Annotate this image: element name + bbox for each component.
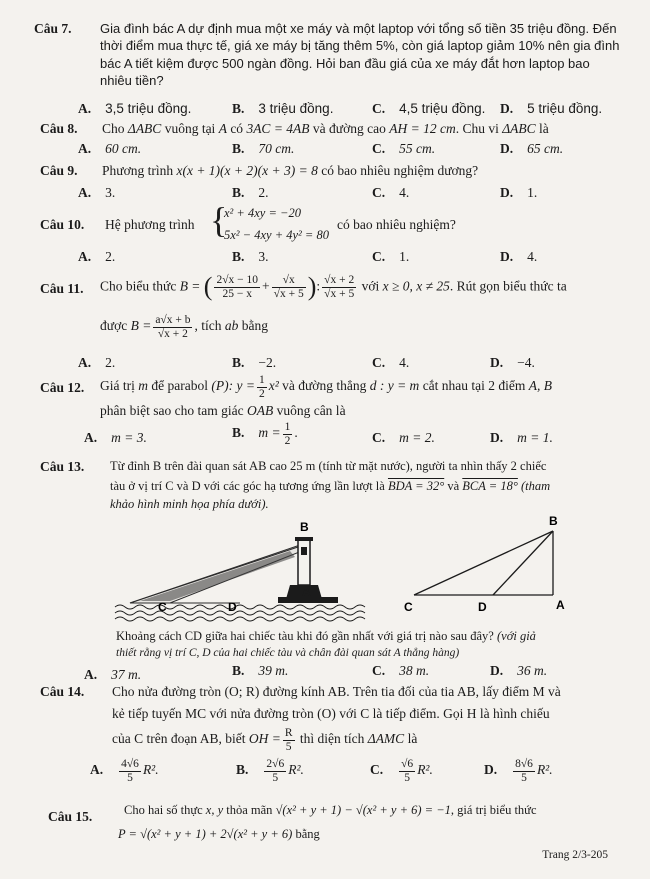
system-eq-2: 5x² − 4xy + 4y² = 80 xyxy=(224,228,329,242)
option-a[interactable]: A. 3,5 triệu đồng. xyxy=(78,101,192,116)
question-text: Phương trình x(x + 1)(x + 2)(x + 3) = 8 có bao nhiêu nghiệm dương? xyxy=(102,163,479,178)
label-c: C xyxy=(404,600,413,614)
question-text-1: Cho nửa đường tròn (O; R) đường kính AB. Trên tia đối của tia AB, lấy điểm M và xyxy=(112,684,561,699)
question-number: Câu 8. xyxy=(40,121,78,136)
option-c[interactable]: C. $\frac{√6}{5}$ R². xyxy=(370,758,433,784)
option-d[interactable]: D. $\frac{8√6}{5}$ R². xyxy=(484,758,553,784)
label-d: D xyxy=(228,600,237,614)
question-text-3: của C trên đoạn AB, biết OH = $\frac{R}{5}$ thì diện tích ΔAMC là xyxy=(112,727,418,753)
question-number: Câu 10. xyxy=(40,217,85,232)
question-number: Câu 9. xyxy=(40,163,78,178)
question-number: Câu 12. xyxy=(40,380,85,395)
label-a: A xyxy=(302,585,311,599)
option-d[interactable]: D. −4. xyxy=(490,355,535,370)
label-b: B xyxy=(300,520,309,534)
option-a[interactable]: A. 60 cm. xyxy=(78,141,142,156)
lighthouse-illustration xyxy=(110,517,375,627)
option-c[interactable]: C. 4. xyxy=(372,185,410,200)
question-text-1: Từ đỉnh B trên đài quan sát AB cao 25 m (tính từ mặt nước), người ta nhìn thấy 2 chiếc xyxy=(110,459,547,473)
option-c[interactable]: C. 4. xyxy=(372,355,410,370)
option-b[interactable]: B. 3. xyxy=(232,249,269,264)
option-a[interactable]: A. m = 3. xyxy=(84,430,147,445)
option-a[interactable]: A. 2. xyxy=(78,355,116,370)
question-text-2: P = √(x² + y + 1) + 2√(x² + y + 6) bằng xyxy=(118,827,320,841)
question-text-2: tàu ở vị trí C và D với các góc hạ tương ứng lần lượt là BDA = 32° và BCA = 18° (tham xyxy=(110,479,551,493)
system-brace: { xyxy=(210,200,228,240)
option-b[interactable]: B. 2. xyxy=(232,185,269,200)
label-c: C xyxy=(158,600,167,614)
label-a: A xyxy=(556,598,565,612)
question-text-lead: Hệ phương trình xyxy=(105,217,195,232)
question-text-2: kẻ tiếp tuyến MC với nửa đường tròn (O) với C là tiếp điểm. Gọi H là hình chiếu xyxy=(112,706,550,721)
option-d[interactable]: D. m = 1. xyxy=(490,430,553,445)
label-b: B xyxy=(549,514,558,528)
question-text-4: Khoảng cách CD giữa hai chiếc tàu khi đó gần nhất với giá trị nào sau đây? (với giả xyxy=(116,629,536,643)
option-b[interactable]: B. 3 triệu đồng. xyxy=(232,101,334,116)
option-b[interactable]: B. 39 m. xyxy=(232,663,289,678)
option-b[interactable]: B. m = $\frac{1}{2}$ . xyxy=(232,421,298,447)
option-a[interactable]: A. 2. xyxy=(78,249,116,264)
question-number: Câu 13. xyxy=(40,459,85,474)
question-number: Câu 11. xyxy=(40,281,84,296)
option-c[interactable]: C. 1. xyxy=(372,249,410,264)
question-text: Gia đình bác A dự định mua một xe máy và một laptop với tổng số tiền 35 triệu đồng. Đến thời điểm mua thực tế, giá xe máy bị tăng thêm 5%, còn giá laptop giảm 10% nên gia đình bác A tiết kiệm được 500 ngàn đồng. Hỏi ban đầu giá của xe máy đắt hơn laptop bao nhiêu tiền? xyxy=(100,21,620,88)
question-number: Câu 7. xyxy=(34,21,72,36)
option-c[interactable]: C. 4,5 triệu đồng. xyxy=(372,101,486,116)
question-text: được B = $\frac{a√x + b}{√x + 2}$ , tích ab bằng xyxy=(100,314,268,340)
question-text: Giá trị m để parabol (P): y = $\frac{1}{2}$ x² và đường thẳng d : y = m cắt nhau tại 2 điểm A, B xyxy=(100,374,553,400)
ground-wedge xyxy=(130,545,302,603)
option-d[interactable]: D. 65 cm. xyxy=(500,141,564,156)
option-c[interactable]: C. 38 m. xyxy=(372,663,430,678)
option-d[interactable]: D. 36 m. xyxy=(490,663,548,678)
option-b[interactable]: B. 70 cm. xyxy=(232,141,295,156)
water-waves xyxy=(115,605,365,621)
question-text-5: thiết rằng vị trí C, D của hai chiếc tàu và chân đài quan sát A thẳng hàng) xyxy=(116,647,460,659)
option-d[interactable]: D. 5 triệu đồng. xyxy=(500,101,603,116)
page-footer: Trang 2/3-205 xyxy=(542,849,608,861)
triangle-diagram xyxy=(398,513,588,618)
label-d: D xyxy=(478,600,487,614)
question-text-2: phân biệt sao cho tam giác OAB vuông cân là xyxy=(100,403,346,418)
option-d[interactable]: D. 4. xyxy=(500,249,538,264)
question-number: Câu 14. xyxy=(40,684,85,699)
question-number: Câu 15. xyxy=(48,809,93,824)
question-text: Cho ΔABC vuông tại A có 3AC = 4AB và đường cao AH = 12 cm. Chu vi ΔABC là xyxy=(102,121,549,136)
question-11 xyxy=(0,270,650,310)
question-text: Cho biểu thức B = ( $\frac{2√x - 10}{25 - x}$ + $\frac{√x}{√x + 5}$ ): $\frac{√x + 2}{√x + 5}$ với x ≥ 0, x ≠ 25. Rút gọn biểu thức ta xyxy=(100,272,567,301)
question-text-3: khảo hình minh họa phía dưới). xyxy=(110,497,269,511)
question-text-tail: có bao nhiêu nghiệm? xyxy=(337,217,456,232)
option-b[interactable]: B. $\frac{2√6}{5}$ R². xyxy=(236,758,304,784)
option-b[interactable]: B. −2. xyxy=(232,355,277,370)
option-c[interactable]: C. m = 2. xyxy=(372,430,435,445)
option-a[interactable]: A. 3. xyxy=(78,185,116,200)
option-d[interactable]: D. 1. xyxy=(500,185,538,200)
option-c[interactable]: C. 55 cm. xyxy=(372,141,436,156)
option-a[interactable]: A. 37 m. xyxy=(84,667,142,682)
question-text-1: Cho hai số thực x, y thỏa mãn √(x² + y + 1) − √(x² + y + 6) = −1, giá trị biểu thức xyxy=(124,803,537,817)
option-a[interactable]: A. $\frac{4√6}{5}$ R². xyxy=(90,758,159,784)
system-eq-1: x² + 4xy = −20 xyxy=(224,206,301,220)
